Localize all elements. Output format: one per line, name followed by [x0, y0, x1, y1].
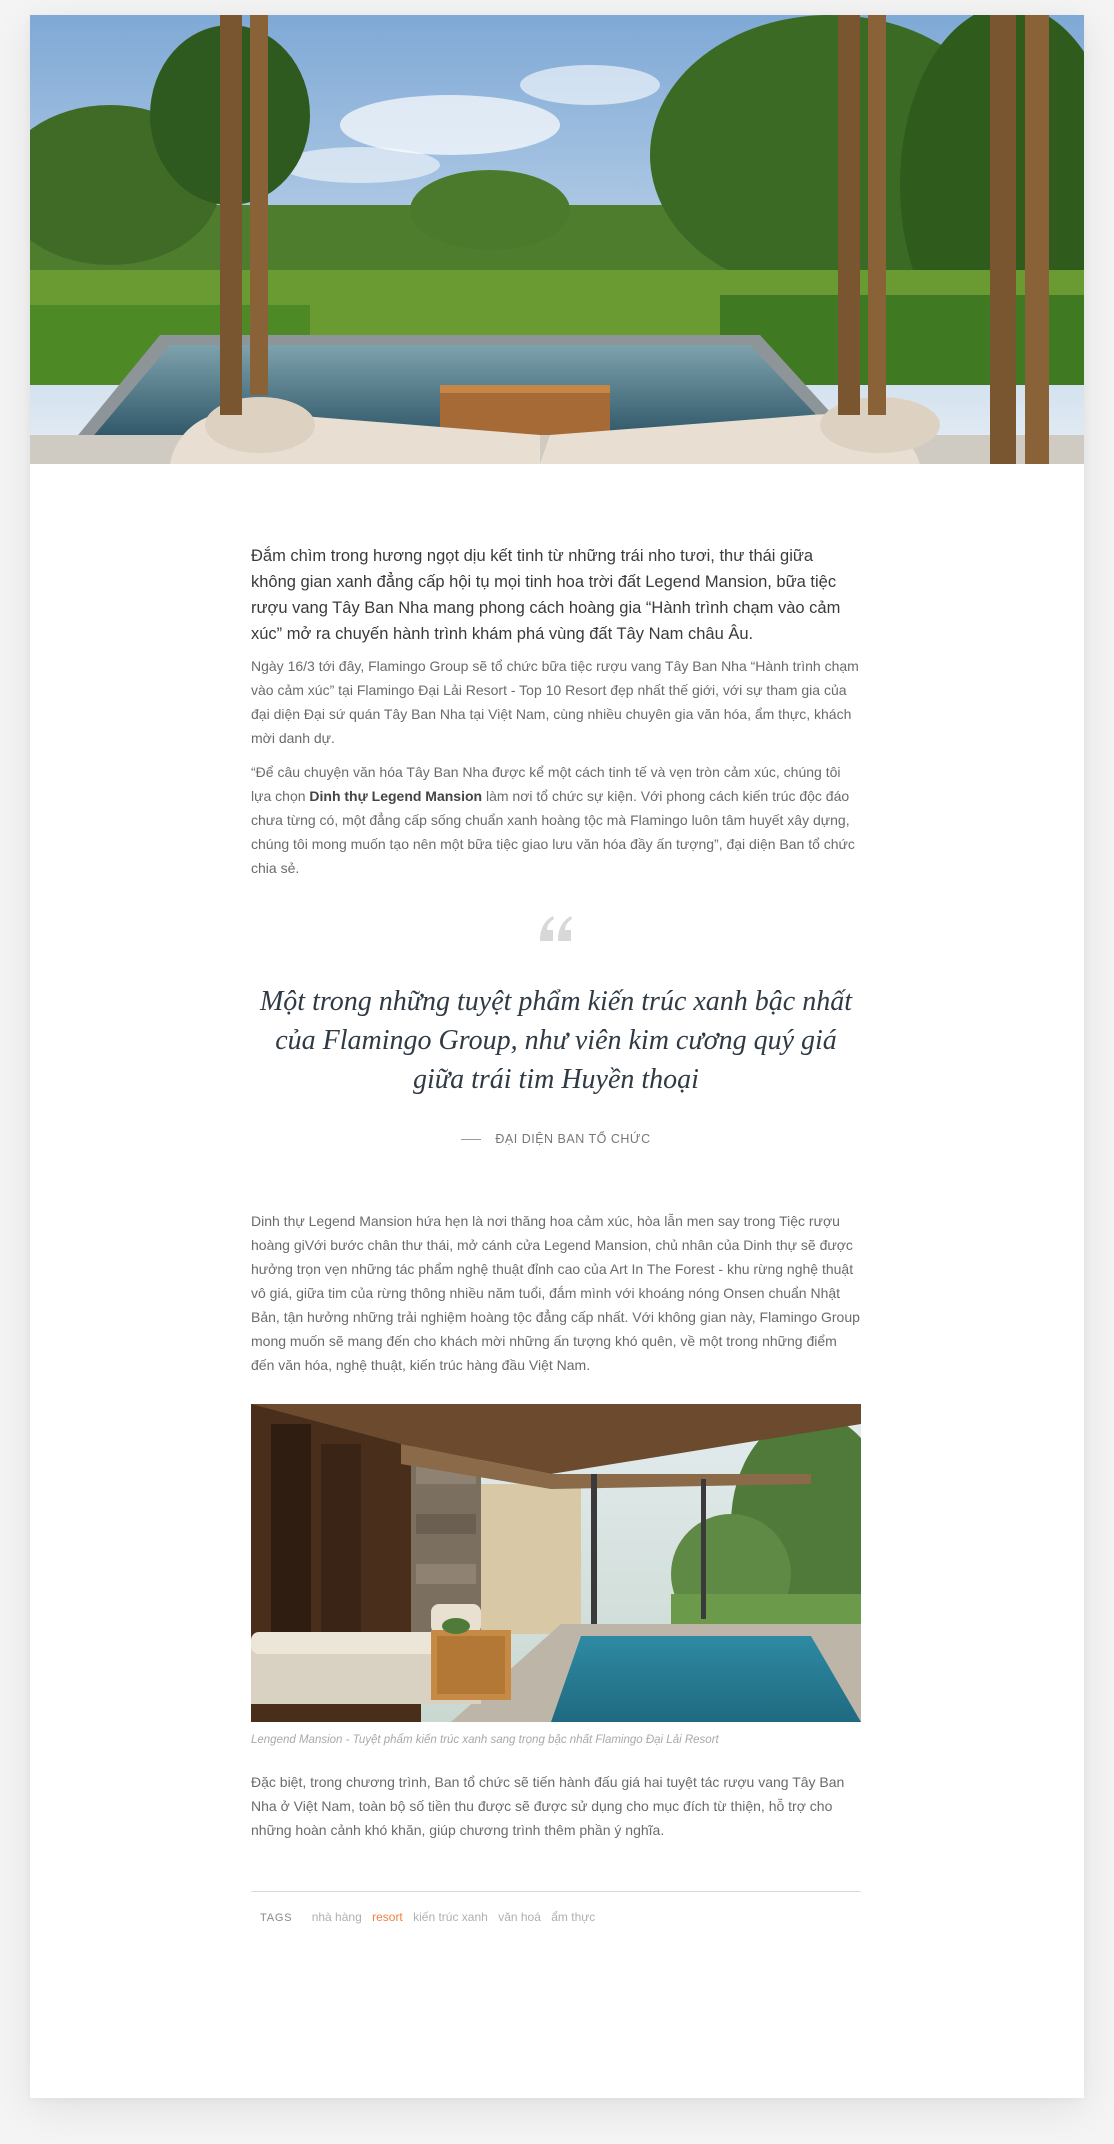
tags-bar: [260, 1910, 602, 1924]
tag-am-thuc[interactable]: ẩm thực: [551, 1910, 596, 1924]
paragraph-4: Đặc biệt, trong chương trình, Ban tổ chức sẽ tiến hành đấu giá hai tuyệt tác rượu vang Tây Ban Nha ở Việt Nam, toàn bộ số tiền thu được sẽ được sử dụng cho mục đích từ thiện, hỗ trợ cho những hoàn cảnh khó khăn, giúp chương trình thêm phần ý nghĩa.: [251, 1774, 845, 1838]
tag-resort[interactable]: resort: [372, 1910, 403, 1924]
tags-divider: [251, 1891, 861, 1892]
paragraph-1: Ngày 16/3 tới đây, Flamingo Group sẽ tổ chức bữa tiệc rượu vang Tây Ban Nha “Hành trình chạm vào cảm xúc” tại Flamingo Đại Lải Resort - Top 10 Resort đẹp nhất thế giới, với sự tham gia của đại diện Đại sứ quán Tây Ban Nha tại Việt Nam, cùng nhiều chuyên gia văn hóa, ẩm thực, khách mời danh dự.: [251, 658, 859, 746]
pull-quote: Một trong những tuyệt phẩm kiến trúc xanh bậc nhất của Flamingo Group, như viên kim cương quý giá giữa trái tim Huyền thoại: [259, 986, 853, 1095]
tag-van-hoa[interactable]: văn hoá: [498, 1910, 541, 1924]
quote-author-name: ĐẠI DIỆN BAN TỔ CHỨC: [495, 1132, 651, 1146]
quote-attribution: [251, 1132, 861, 1146]
quote-mark-icon: [251, 911, 861, 951]
attribution-dash: [461, 1139, 481, 1140]
paragraph-3: Dinh thự Legend Mansion hứa hẹn là nơi thăng hoa cảm xúc, hòa lẫn men say trong Tiệc rượu hoàng giVới bước chân thư thái, mở cánh cửa Legend Mansion, chủ nhân của Dinh thự sẽ được hưởng trọn vẹn những tác phẩm nghệ thuật đỉnh cao của Art In The Forest - khu rừng nghệ thuật vô giá, giữa tim của rừng thông nhiều năm tuổi, đắm mình với khoáng nóng Onsen chuẩn Nhật Bản, tận hưởng những trải nghiệm hoàng tộc đẳng cấp nhất. Với không gian này, Flamingo Group mong muốn sẽ mang đến cho khách mời những ấn tượng khó quên, về một trong những điểm đến văn hóa, nghệ thuật, kiến trúc hàng đầu Việt Nam.: [251, 1213, 860, 1373]
article-figure-image: [251, 1404, 861, 1722]
article-card: [30, 15, 1084, 2098]
article-lead: Đắm chìm trong hương ngọt dịu kết tinh từ những trái nho tươi, thư thái giữa không gian xanh đẳng cấp hội tụ mọi tinh hoa trời đất Legend Mansion, bữa tiệc rượu vang Tây Ban Nha mang phong cách hoàng gia “Hành trình chạm vào cảm xúc” mở ra chuyến hành trình khám phá vùng đất Tây Nam châu Âu.: [251, 547, 841, 643]
paragraph-2-text-a: “Để câu chuyện văn hóa Tây Ban Nha được kể một cách tinh tế và vẹn tròn cảm xúc, chúng tôi lựa chọn: [251, 764, 841, 804]
hero-image: [30, 15, 1084, 464]
figure-caption: Lengend Mansion - Tuyệt phẩm kiến trúc xanh sang trọng bậc nhất Flamingo Đại Lải Resort: [251, 1734, 719, 1746]
tags-label: TAGS: [260, 1912, 293, 1924]
paragraph-2-bold: Dinh thự Legend Mansion: [309, 788, 483, 804]
paragraph-2-text-b: làm nơi tổ chức sự kiện. Với phong cách kiến trúc độc đáo chưa từng có, một đẳng cấp sống chuẩn xanh hoàng tộc mà Flamingo luôn tâm huyết xây dựng, chúng tôi mong muốn tạo nên một bữa tiệc giao lưu văn hóa đầy ấn tượng”, đại diện Ban tổ chức chia sẻ.: [251, 788, 855, 876]
tag-nha-hang[interactable]: nhà hàng: [311, 1910, 362, 1924]
tag-kien-truc-xanh[interactable]: kiến trúc xanh: [413, 1910, 488, 1924]
paragraph-2: [251, 760, 861, 880]
